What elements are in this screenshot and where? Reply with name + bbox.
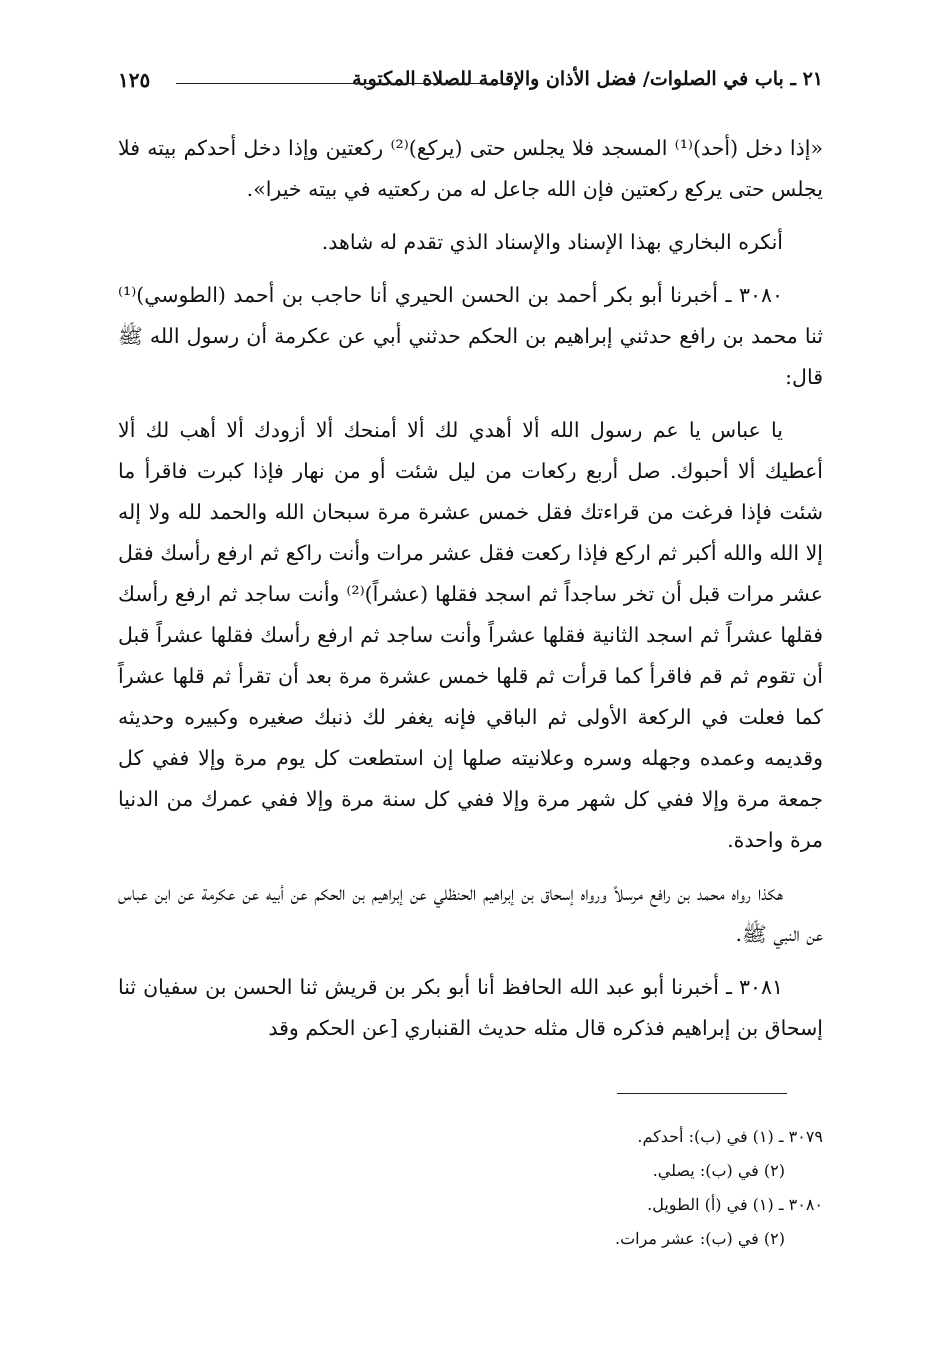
running-header [118,66,823,98]
footnote-separator [617,1093,787,1094]
footnotes [400,1120,823,1256]
paragraph: ٣٠٨١ ـ أخبرنا أبو عبد الله الحافظ أنا أبو بكر بن قريش ثنا الحسن بن سفيان ثنا إسحاق بن إبراهيم فذكره قال مثله حديث القنباري [عن الحكم وقد [118,975,823,1040]
footnote: (٢) في (ب): عشر مرات. [615,1229,785,1248]
footnote: ٣٠٧٩ ـ (١) في (ب): أحدكم. [637,1127,823,1146]
paragraph: أنكره البخاري بهذا الإسناد والإسناد الذي تقدم له شاهد. [321,230,783,254]
main-text [118,128,823,1061]
header-rule [176,83,511,84]
chapter-title: ٢١ ـ باب في الصلوات/ فضل الأذان والإقامة للصلاة المكتوبة [352,68,823,90]
footnote: (٢) في (ب): يصلي. [652,1161,785,1180]
footnote: ٣٠٨٠ ـ (١) في (أ) الطويل. [647,1195,823,1214]
paragraph: ٣٠٨٠ ـ أخبرنا أبو بكر أحمد بن الحسن الحيري أنا حاجب بن أحمد (الطوسي)⁽¹⁾ ثنا محمد بن رافع حدثني إبراهيم بن الحكم حدثني أبي عن عكرمة أن رسول الله ﷺ قال: [118,283,823,389]
page-number: ١٢٥ [118,68,151,92]
paragraph: «إذا دخل (أحد)⁽¹⁾ المسجد فلا يجلس حتى (يركع)⁽²⁾ ركعتين وإذا دخل أحدكم بيته فلا يجلس حتى يركع ركعتين فإن الله جاعل له من ركعتيه في بيته خيرا». [118,136,823,201]
paragraph: يا عباس يا عم رسول الله ألا أهدي لك ألا أمنحك ألا أزودك ألا أهب لك ألا أعطيك ألا أحبوك. صل أربع ركعات من ليل شئت أو من نهار فإذا كبرت فاقرأ ما شئت فإذا فرغت من قراءتك فقل خمس عشرة مرة سبحان الله والحمد لله ولا إله إلا الله والله أكبر ثم اركع فإذا ركعت فقل عشر مرات وأنت راكع ثم ارفع رأسك فقل عشر مرات قبل أن تخر ساجداً ثم اسجد فقلها (عشراً)⁽²⁾ وأنت ساجد ثم ارفع رأسك فقلها عشراً ثم اسجد الثانية فقلها عشراً وأنت ساجد ثم ارفع رأسك فقلها عشراً قبل أن تقوم ثم قم فاقرأ كما قرأت ثم قلها خمس عشرة مرة بعد أن تقرأ ثم قلها عشراً كما فعلت في الركعة الأولى ثم الباقي فإنه يغفر لك ذنبك صغيره وكبيره وحديثه وقديمه وعمده وجهله وسره وعلانيته صلها إن استطعت كل يوم مرة وإلا ففي كل جمعة مرة وإلا ففي كل شهر مرة وإلا ففي كل سنة مرة وإلا ففي عمرك من الدنيا مرة واحدة. [118,418,824,852]
paragraph: هكذا رواه محمد بن رافع مرسلاً ورواه إسحاق بن إبراهيم الحنظلي عن إبراهيم بن الحكم عن أبيه عن عكرمة عن ابن عباس عن النبي ﷺ. [118,881,823,946]
